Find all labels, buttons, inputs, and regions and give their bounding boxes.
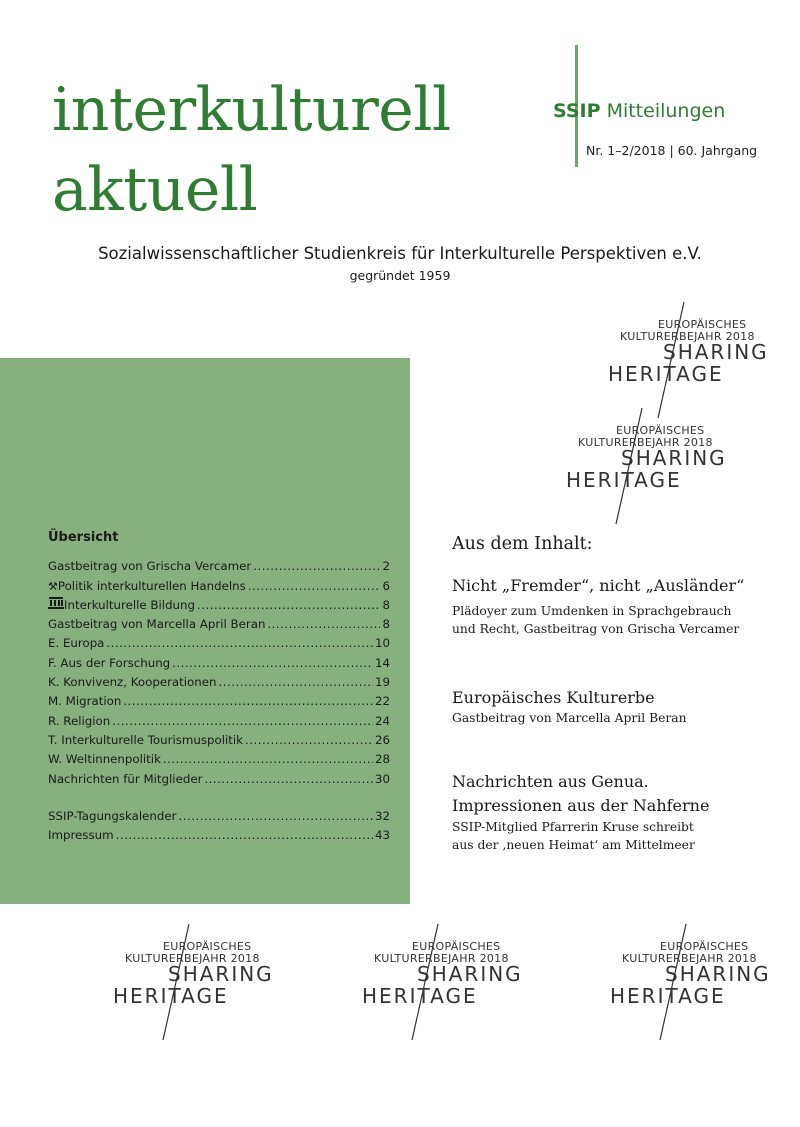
toc-item[interactable] [48, 612, 390, 631]
logo-line4: HERITAGE [113, 984, 229, 1008]
toc-item-page: 43 [374, 828, 390, 843]
overview-heading: Übersicht [48, 530, 119, 545]
hammer-pick-icon: ⚒ [48, 579, 58, 593]
masthead-title-line2: aktuell [52, 155, 258, 225]
toc-item-page: 8 [382, 597, 390, 612]
logo-line3: SHARING [621, 446, 727, 470]
contents-heading: Aus dem Inhalt: [452, 534, 593, 554]
toc-item-label: Gastbeitrag von Marcella April Beran [48, 617, 266, 632]
logo-line4: HERITAGE [362, 984, 478, 1008]
toc-leader [163, 752, 373, 766]
article-subtitle-line: Plädoyer zum Umdenken in Sprachgebrauch [452, 604, 732, 618]
toc-item[interactable] [48, 728, 390, 747]
toc-item-label: Nachrichten für Mitglieder [48, 771, 203, 786]
toc-item-page: 10 [374, 636, 390, 651]
toc-item-label: Impressum [48, 828, 114, 843]
toc-item[interactable] [48, 804, 390, 823]
toc-leader [112, 714, 373, 728]
toc-item-page: 30 [374, 771, 390, 786]
sharing-heritage-logo [113, 922, 293, 1042]
toc-leader [179, 809, 373, 823]
logo-line4: HERITAGE [566, 468, 682, 492]
logo-line1: EUROPÄISCHES [660, 940, 749, 953]
toc-item[interactable] [48, 708, 390, 727]
toc-item-label: Politik interkulturellen Handelns [57, 578, 246, 593]
issue-info: Nr. 1–2/2018 | 60. Jahrgang [586, 143, 758, 158]
article-subtitle-line: aus der ‚neuen Heimat‘ am Mittelmeer [452, 837, 695, 852]
logo-line2: KULTURERBEJAHR 2018 [578, 436, 713, 449]
toc-item-label: F. Aus der Forschung [48, 655, 171, 670]
logo-line2: KULTURERBEJAHR 2018 [125, 952, 260, 965]
toc-item[interactable] [48, 631, 390, 650]
toc-leader [197, 598, 380, 612]
toc-item[interactable] [48, 823, 390, 842]
toc-item-label: Interkulturelle Bildung [64, 597, 196, 612]
toc-item-page: 14 [374, 655, 390, 670]
building-icon [48, 597, 64, 612]
toc-leader [219, 675, 373, 689]
article-subtitle-line: SSIP-Mitglied Pfarrerin Kruse schreibt [452, 820, 694, 834]
toc-item[interactable] [48, 689, 390, 708]
toc-item-label: M. Migration [48, 694, 122, 709]
toc-leader [248, 579, 381, 593]
table-of-contents [48, 554, 390, 842]
toc-leader [253, 559, 380, 573]
toc-item[interactable] [48, 650, 390, 669]
organization-name: Sozialwissenschaftlicher Studienkreis für Interkulturelle Perspektiven e.V. [98, 244, 702, 263]
logo-line3: SHARING [665, 962, 771, 986]
article-title: Nicht „Fremder“, nicht „Ausländer“ [452, 576, 745, 595]
toc-leader [123, 694, 373, 708]
article-title: Europäisches Kulturerbe [452, 688, 655, 707]
ssip-subtitle: Mitteilungen [606, 100, 726, 122]
toc-item-label: Gastbeitrag von Grischa Vercamer [48, 559, 252, 574]
logo-line2: KULTURERBEJAHR 2018 [622, 952, 757, 965]
logo-line4: HERITAGE [610, 984, 726, 1008]
logo-line4: HERITAGE [608, 362, 724, 386]
masthead-title-line1: interkulturell [52, 75, 451, 145]
founded-note: gegründet 1959 [349, 268, 451, 283]
article-subtitle [452, 819, 695, 855]
toc-leader [106, 636, 373, 650]
article-subtitle: Gastbeitrag von Marcella April Beran [452, 711, 687, 725]
ssip-label [553, 100, 725, 122]
toc-item-page: 2 [382, 559, 390, 574]
toc-item-page: 22 [374, 694, 390, 709]
toc-leader [116, 828, 373, 842]
logo-line1: EUROPÄISCHES [412, 940, 501, 953]
ssip-acronym: SSIP [553, 100, 601, 122]
toc-item-page: 19 [374, 675, 390, 690]
toc-item-page: 28 [374, 752, 390, 767]
toc-leader [172, 656, 373, 670]
toc-item[interactable] [48, 593, 390, 612]
logo-line3: SHARING [168, 962, 274, 986]
logo-line1: EUROPÄISCHES [658, 318, 747, 331]
toc-item[interactable] [48, 554, 390, 573]
toc-leader [267, 617, 380, 631]
article-title: Impressionen aus der Nahferne [452, 796, 710, 815]
toc-item-label: R. Religion [48, 713, 111, 728]
toc-item-label: E. Europa [48, 636, 105, 651]
sharing-heritage-logo [362, 922, 542, 1042]
logo-line3: SHARING [663, 340, 769, 364]
article-title: Nachrichten aus Genua. [452, 772, 649, 791]
toc-item[interactable] [48, 573, 390, 592]
toc-item-label: SSIP-Tagungskalender [48, 808, 177, 823]
article-subtitle [452, 603, 739, 639]
toc-item-label: T. Interkulturelle Tourismuspolitik [48, 732, 244, 747]
toc-item[interactable] [48, 747, 390, 766]
toc-item-page: 26 [374, 732, 390, 747]
toc-item-page: 8 [382, 617, 390, 632]
toc-item-label: K. Konvivenz, Kooperationen [48, 675, 217, 690]
logo-line1: EUROPÄISCHES [616, 424, 705, 437]
toc-item-page: 32 [374, 808, 390, 823]
article-subtitle-line: und Recht, Gastbeitrag von Grischa Vercamer [452, 621, 740, 636]
toc-item-label: W. Weltinnenpolitik [48, 752, 161, 767]
toc-item[interactable] [48, 766, 390, 785]
toc-item-page: 6 [382, 578, 390, 593]
toc-item[interactable] [48, 670, 390, 689]
logo-line1: EUROPÄISCHES [163, 940, 252, 953]
toc-item-page: 24 [374, 713, 390, 728]
logo-line2: KULTURERBEJAHR 2018 [620, 330, 755, 343]
sharing-heritage-logo [610, 922, 790, 1042]
sharing-heritage-logo [566, 406, 746, 526]
toc-leader [245, 733, 373, 747]
logo-line2: KULTURERBEJAHR 2018 [374, 952, 509, 965]
logo-line3: SHARING [417, 962, 523, 986]
sharing-heritage-logo [608, 300, 788, 420]
toc-leader [204, 772, 373, 786]
